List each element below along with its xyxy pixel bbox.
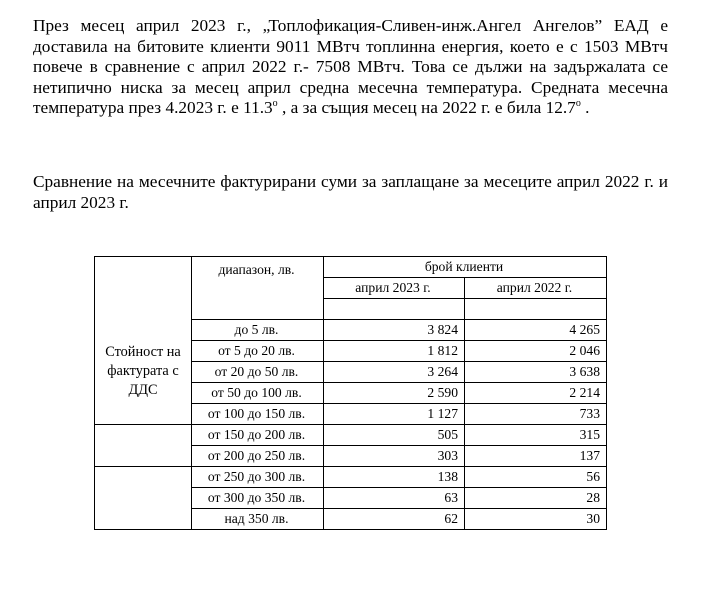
- count-2023-cell: 62: [324, 508, 465, 529]
- clients-header: брой клиенти: [324, 257, 607, 278]
- table-empty-cell: [95, 424, 192, 466]
- degree-sign: o: [272, 98, 278, 110]
- range-cell: от 150 до 200 лв.: [192, 424, 324, 445]
- table-spacer-cell: [465, 299, 607, 320]
- count-2023-cell: 1 812: [324, 340, 465, 361]
- range-cell: от 20 до 50 лв.: [192, 361, 324, 382]
- table-header-row: [95, 257, 607, 278]
- count-2023-cell: 138: [324, 466, 465, 487]
- range-cell: от 50 до 100 лв.: [192, 382, 324, 403]
- table-row: [95, 466, 607, 487]
- count-2022-cell: 2 214: [465, 382, 607, 403]
- table-spacer-row: [95, 299, 607, 320]
- col-header-2022: април 2022 г.: [465, 278, 607, 299]
- count-2022-cell: 56: [465, 466, 607, 487]
- clients-comparison-table: [94, 256, 607, 530]
- count-2022-cell: 2 046: [465, 340, 607, 361]
- range-cell: от 300 до 350 лв.: [192, 487, 324, 508]
- table-spacer-cell: [95, 299, 192, 320]
- count-2023-cell: 3 264: [324, 361, 465, 382]
- range-cell: от 200 до 250 лв.: [192, 445, 324, 466]
- count-2022-cell: 315: [465, 424, 607, 445]
- count-2023-cell: 63: [324, 487, 465, 508]
- count-2023-cell: 1 127: [324, 403, 465, 424]
- range-cell: от 5 до 20 лв.: [192, 340, 324, 361]
- table-corner-cell: [95, 257, 192, 299]
- count-2023-cell: 2 590: [324, 382, 465, 403]
- degree-sign: o: [575, 98, 581, 110]
- range-cell: от 250 до 300 лв.: [192, 466, 324, 487]
- count-2022-cell: 137: [465, 445, 607, 466]
- count-2023-cell: 505: [324, 424, 465, 445]
- count-2022-cell: 28: [465, 487, 607, 508]
- table-row: [95, 319, 607, 340]
- intro-text-end: .: [580, 98, 590, 118]
- intro-text-middle: , а за същия месец на 2022 г. е била 12.7: [277, 98, 576, 118]
- category-label: Стойност на фактурата с ДДС: [95, 319, 192, 424]
- intro-text: През месец април 2023 г., „Топлофикация-Сливен-инж.Ангел Ангелов” ЕАД е доставила на битовите клиенти 9011 МВтч топлинна енергия, което е с 1503 МВтч повече в сравнение с април 2022 г.- 7508 МВтч. Това се дължи на задържалата се нетипично ниска за месец април средна месечна температура. Средната месечна температура през 4.2023 г. е 11.3: [33, 16, 668, 118]
- range-header: диапазон, лв.: [192, 257, 324, 320]
- table-empty-cell: [95, 466, 192, 529]
- count-2022-cell: 4 265: [465, 319, 607, 340]
- table-spacer-cell: [324, 299, 465, 320]
- table-row: [95, 424, 607, 445]
- count-2023-cell: 3 824: [324, 319, 465, 340]
- count-2023-cell: 303: [324, 445, 465, 466]
- comparison-paragraph: Сравнение на месечните фактурирани суми за заплащане за месеците април 2022 г. и април 2023 г.: [33, 172, 668, 212]
- count-2022-cell: 3 638: [465, 361, 607, 382]
- range-cell: от 100 до 150 лв.: [192, 403, 324, 424]
- count-2022-cell: 30: [465, 508, 607, 529]
- count-2022-cell: 733: [465, 403, 607, 424]
- range-cell: над 350 лв.: [192, 508, 324, 529]
- range-cell: до 5 лв.: [192, 319, 324, 340]
- col-header-2023: април 2023 г.: [324, 278, 465, 299]
- intro-paragraph: [33, 16, 668, 119]
